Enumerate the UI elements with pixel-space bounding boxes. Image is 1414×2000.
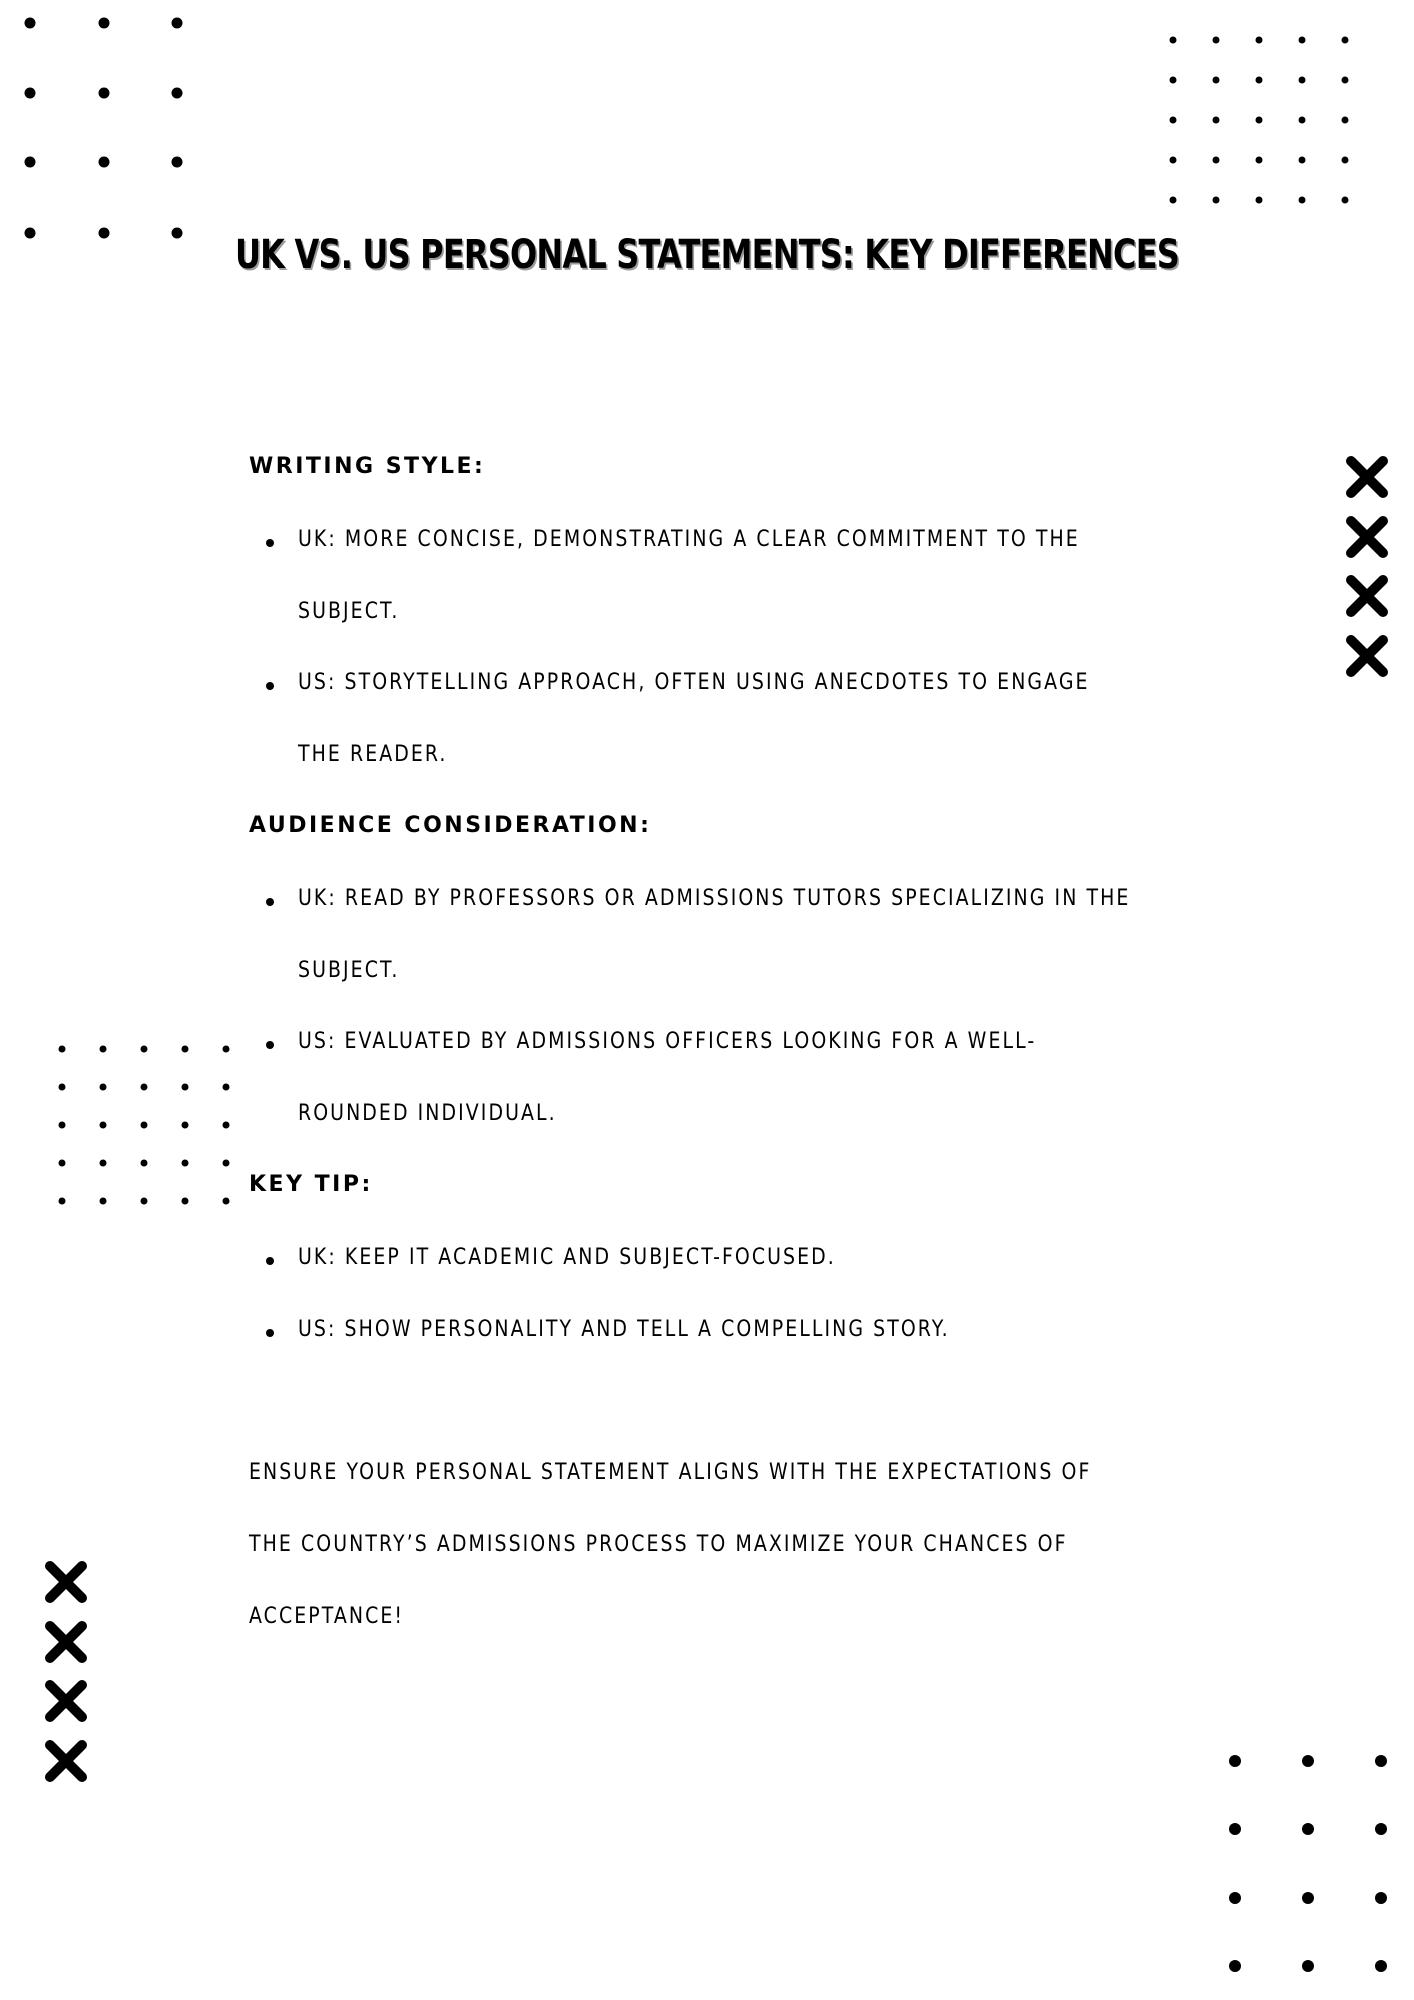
closing-line: ACCEPTANCE! [249, 1604, 405, 1629]
bullet-icon [266, 1257, 274, 1265]
bullet-line: THE READER. [298, 742, 448, 767]
bullet-icon [266, 898, 274, 906]
bullet-line: US: STORYTELLING APPROACH, OFTEN USING ANECDOTES TO ENGAGE [298, 670, 1090, 695]
bullet-line: UK: MORE CONCISE, DEMONSTRATING A CLEAR COMMITMENT TO THE [298, 527, 1080, 552]
section-heading-audience-consideration: AUDIENCE CONSIDERATION: [249, 813, 652, 838]
closing-line: THE COUNTRY’S ADMISSIONS PROCESS TO MAXIMIZE YOUR CHANCES OF [249, 1532, 1068, 1557]
section-heading-writing-style: WRITING STYLE: [249, 454, 486, 479]
bullet-line: US: EVALUATED BY ADMISSIONS OFFICERS LOOKING FOR A WELL- [298, 1029, 1037, 1054]
closing-line: ENSURE YOUR PERSONAL STATEMENT ALIGNS WITH THE EXPECTATIONS OF [249, 1460, 1092, 1485]
dot-grid-bottom-right-icon [1210, 1740, 1414, 1980]
page-title: UK VS. US PERSONAL STATEMENTS: KEY DIFFERENCES [234, 232, 1180, 278]
bullet-icon [266, 1329, 274, 1337]
dot-grid-top-right-icon [1160, 30, 1360, 210]
bullet-line: UK: READ BY PROFESSORS OR ADMISSIONS TUTORS SPECIALIZING IN THE [298, 886, 1131, 911]
cross-column-left-icon [44, 1560, 90, 1785]
section-heading-key-tip: KEY TIP: [249, 1172, 373, 1197]
cross-column-right-icon [1345, 455, 1391, 680]
bullet-icon [266, 682, 274, 690]
bullet-icon [266, 1041, 274, 1049]
bullet-line: ROUNDED INDIVIDUAL. [298, 1101, 557, 1126]
bullet-icon [266, 539, 274, 547]
bullet-line: SUBJECT. [298, 599, 400, 624]
dot-grid-middle-left-icon [50, 1040, 240, 1215]
dot-grid-top-left-icon [0, 0, 200, 250]
bullet-line: US: SHOW PERSONALITY AND TELL A COMPELLING STORY. [298, 1317, 950, 1342]
bullet-line: SUBJECT. [298, 958, 400, 983]
bullet-line: UK: KEEP IT ACADEMIC AND SUBJECT-FOCUSED. [298, 1245, 836, 1270]
